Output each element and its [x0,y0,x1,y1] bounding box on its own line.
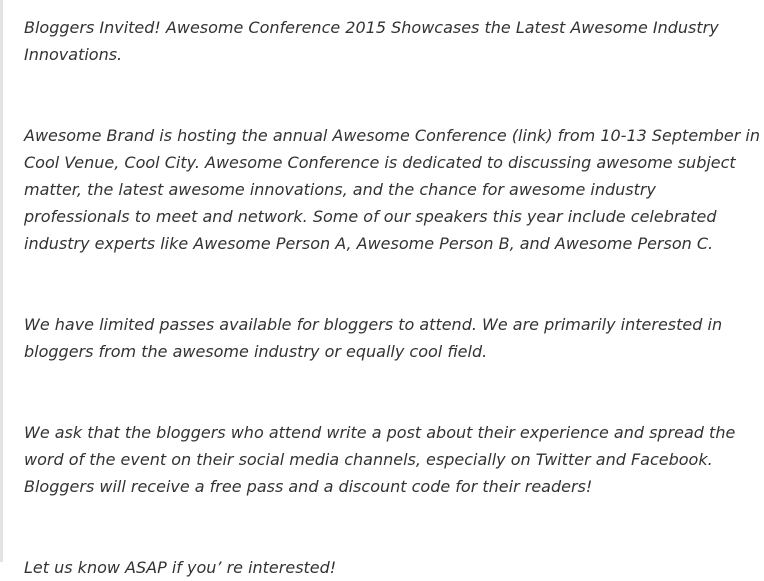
document-body [24,14,764,581]
headline-paragraph: Bloggers Invited! Awesome Conference 2015 Showcases the Latest Awesome Industry Innovations. [24,18,719,64]
event-description-paragraph: Awesome Brand is hosting the annual Awesome Conference (link) from 10-13 September in Cool Venue, Cool City. Awesome Conference is dedicated to discussing awesome subject matter, the latest awesome innovations, and the chance for awesome industry professionals to meet and network. Some of our speakers this year include celebrated industry experts like Awesome Person A, Awesome Person B, and Awesome Person C. [24,126,761,253]
passes-paragraph: We have limited passes available for bloggers to attend. We are primarily interested in bloggers from the awesome industry or equally cool field. [24,315,723,361]
closing-paragraph: Let us know ASAP if you’ re interested! [24,558,337,577]
request-paragraph: We ask that the bloggers who attend write a post about their experience and spread the word of the event on their social media channels, especially on Twitter and Facebook. Bloggers will receive a free pass and a discount code for their readers! [24,423,736,496]
left-border [0,0,3,562]
